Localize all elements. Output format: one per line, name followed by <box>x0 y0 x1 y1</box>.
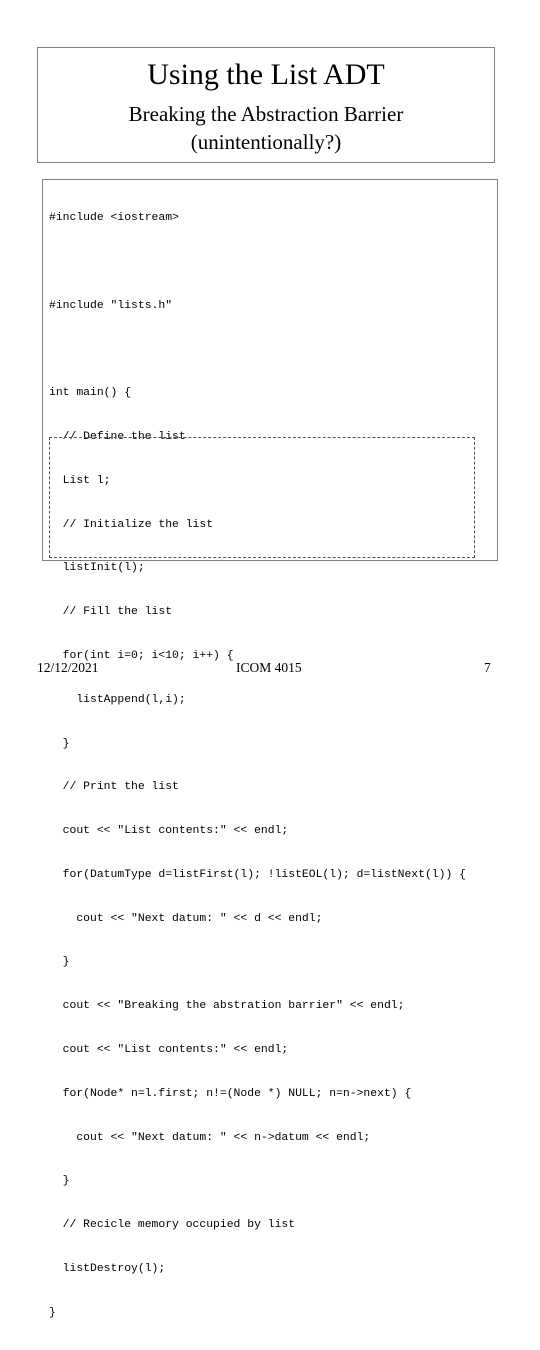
code-listing <box>49 182 466 1350</box>
code-line: } <box>49 1306 56 1319</box>
code-line: for(DatumType d=listFirst(l); !listEOL(l); d=listNext(l)) { <box>49 868 466 881</box>
code-line: } <box>49 956 70 969</box>
title-box <box>37 47 495 163</box>
footer-page-number: 7 <box>484 660 491 675</box>
code-line <box>49 343 466 358</box>
code-line: // Define the list <box>49 431 186 444</box>
slide-subtitle <box>38 100 494 156</box>
code-line: // Initialize the list <box>49 518 214 531</box>
subtitle-line-2: (unintentionally?) <box>190 130 342 154</box>
code-line: listDestroy(l); <box>49 1262 166 1275</box>
code-line: } <box>49 737 70 750</box>
code-line: cout << "List contents:" << endl; <box>49 1044 289 1057</box>
code-line: cout << "Next datum: " << n->datum << endl; <box>49 1131 371 1144</box>
code-line: // Print the list <box>49 781 179 794</box>
slide-title: Using the List ADT <box>147 58 385 91</box>
code-line: listInit(l); <box>49 562 145 575</box>
code-line <box>49 255 466 270</box>
code-line: int main() { <box>49 387 132 400</box>
code-line: for(Node* n=l.first; n!=(Node *) NULL; n=n->next) { <box>49 1087 412 1100</box>
code-line: } <box>49 1175 70 1188</box>
highlight-dashed-box <box>49 437 475 558</box>
footer-course: ICOM 4015 <box>236 660 302 675</box>
code-line: #include "lists.h" <box>49 299 173 312</box>
subtitle-line-1: Breaking the Abstraction Barrier <box>128 102 404 126</box>
code-line: // Fill the list <box>49 606 173 619</box>
code-line: cout << "List contents:" << endl; <box>49 825 289 838</box>
code-line: // Recicle memory occupied by list <box>49 1219 296 1232</box>
code-line: List l; <box>49 474 111 487</box>
code-line: cout << "Next datum: " << d << endl; <box>49 912 323 925</box>
code-line: for(int i=0; i<10; i++) { <box>49 650 234 662</box>
code-line: #include <iostream> <box>49 212 179 225</box>
footer-date: 12/12/2021 <box>37 660 99 675</box>
code-line: cout << "Breaking the abstration barrier" << endl; <box>49 1000 405 1013</box>
code-line: listAppend(l,i); <box>49 693 186 706</box>
